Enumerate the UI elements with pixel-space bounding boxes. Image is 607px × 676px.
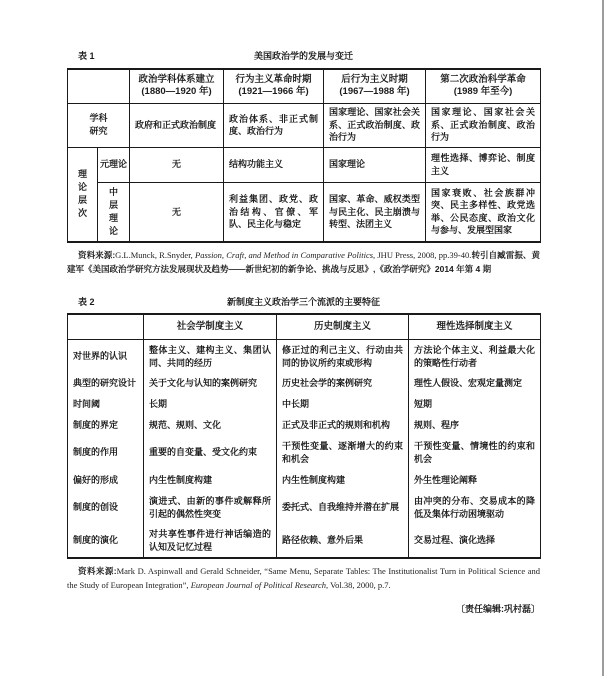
col-header-line1: 后行为主义时期: [341, 73, 408, 85]
cell: 利益集团、政党、政治结构、官僚、军队、民主化与稳定: [224, 182, 324, 242]
cell: 国家理论、国家社会关系、正式政治制度、政治行为: [426, 103, 541, 147]
row-label: 典型的研究设计: [73, 378, 137, 389]
table2-source-note: 资料来源:Mark D. Aspinwall and Gerald Schneider, “Same Menu, Separate Tables: The Institutionalist Turn in Political Science and the Study of European Integration”, European Journal of Political Research, Vol.38, 2000, p.7.: [67, 566, 540, 590]
row-label: 时间阈: [73, 399, 101, 410]
cell: 规范、规则、文化: [144, 415, 277, 436]
col-header-line2: (1880—1920 年): [141, 86, 212, 98]
table1-corner-cell: [68, 69, 130, 103]
cell: 委托式、自我维持并潜在扩展: [277, 491, 409, 524]
row-label: 元理论: [98, 147, 130, 182]
table-row: [68, 436, 541, 469]
cell: 无: [130, 147, 224, 182]
cell: 国家、革命、威权类型与民主化、民主崩溃与转型、法团主义: [324, 182, 426, 242]
row-label: 学科研究: [68, 103, 130, 147]
cell: 修正过的利己主义、行动由共同的协议所约束或形构: [277, 340, 409, 374]
table-row: [68, 373, 541, 394]
col-header-line2: (1967—1988 年): [339, 86, 410, 98]
cell: 对共享性事件进行神话编造的认知及记忆过程: [144, 524, 277, 558]
row-label: 制度的作用: [73, 447, 119, 458]
cell: 结构功能主义: [224, 147, 324, 182]
cell: 干预性变量、情境性的约束和机会: [409, 436, 541, 469]
row-label: 对世界的认识: [73, 351, 128, 362]
table1-row-mid-theory: [68, 182, 541, 242]
cell: 国家理论: [324, 147, 426, 182]
table1-row-discipline: [68, 103, 541, 147]
table1-source-note: 资料来源:G.L.Munck, R.Snyder, Passion, Craft, and Method in Comparative Politics, JHU Press, 2008, pp.39-40.转引自臧雷振、黄建军《美国政治学研究方法发展现状及趋势——新世纪初的新争论、挑战与反思》,《政治学研究》2014 年第 4 期: [67, 250, 540, 274]
table1-caption: 表 1: [78, 51, 95, 61]
table-row: [68, 524, 541, 558]
row-label: 制度的演化: [73, 535, 119, 546]
table1-col-header: [224, 69, 324, 103]
cell: 外生性理论阐释: [409, 469, 541, 491]
cell: 国家衰败、社会族群冲突、民主多样性、政党选举、公民态度、政治文化与参与、发展型国家: [426, 182, 541, 242]
cell: 关于文化与认知的案例研究: [144, 373, 277, 394]
table-row: [68, 415, 541, 436]
table2-title: 新制度主义政治学三个流派的主要特征: [226, 297, 380, 307]
table2-header-row: [68, 314, 541, 340]
table-row: [68, 340, 541, 374]
journal-title-italic: European Journal of Political Research: [190, 579, 327, 590]
table1: [67, 68, 541, 243]
table1-header-row: [68, 69, 541, 103]
table1-row-meta-theory: [68, 147, 541, 182]
col-header-line1: 政治学科体系建立: [138, 73, 215, 85]
table2-caption-row: [67, 296, 540, 309]
cell: 理性选择、博弈论、制度主义: [426, 147, 541, 182]
row-label: 制度的创设: [73, 502, 119, 513]
cell: 历史社会学的案例研究: [277, 373, 409, 394]
table2-col-header: 历史制度主义: [277, 314, 409, 340]
cell: 干预性变量、逐渐增大的约束和机会: [277, 436, 409, 469]
table-row: [68, 469, 541, 491]
table-row: [68, 491, 541, 524]
table1-col-header: [130, 69, 224, 103]
cell: 长期: [144, 394, 277, 415]
table2-corner-cell: [68, 314, 144, 340]
table2-col-header: 社会学制度主义: [144, 314, 277, 340]
editor-note: 〔责任编辑:巩村磊〕: [456, 604, 540, 614]
col-header-line1: 行为主义革命时期: [235, 73, 312, 85]
cell: 路径依赖、意外后果: [277, 524, 409, 558]
table2-caption: 表 2: [78, 297, 95, 307]
book-title-italic: Passion, Craft, and Method in Comparative Politics: [195, 250, 374, 260]
cell: 规则、程序: [409, 415, 541, 436]
table2-col-header: 理性选择制度主义: [409, 314, 541, 340]
cell: 由冲突的分布、交易成本的降低及集体行动困境驱动: [409, 491, 541, 524]
cell: 理性人假设、宏观定量测定: [409, 373, 541, 394]
cell: 重要的自变量、受文化约束: [144, 436, 277, 469]
cell: 演进式、由新的事件或解释所引起的偶然性突变: [144, 491, 277, 524]
table1-col-header: [426, 69, 541, 103]
cell: 中长期: [277, 394, 409, 415]
table1-title: 美国政治学的发展与变迁: [253, 51, 353, 61]
row-label: 中层理论: [98, 182, 130, 242]
cell: 交易过程、演化选择: [409, 524, 541, 558]
page-edge-line: [602, 0, 604, 676]
col-header-line2: (1921—1966 年): [238, 86, 309, 98]
cell: 国家理论、国家社会关系、正式政治制度、政治行为: [324, 103, 426, 147]
row-label: 偏好的形成: [73, 474, 119, 485]
table2: [67, 313, 541, 559]
col-header-line2: (1989 年至今): [453, 86, 513, 98]
cell: 政治体系、非正式制度、政治行为: [224, 103, 324, 147]
cell: 正式及非正式的规则和机构: [277, 415, 409, 436]
cell: 无: [130, 182, 224, 242]
cell: 内生性制度构建: [144, 469, 277, 491]
source-prefix: 资料来源:: [78, 566, 117, 576]
cell: 方法论个体主义、利益最大化的策略性行动者: [409, 340, 541, 374]
cell: 政府和正式政治制度: [130, 103, 224, 147]
cell: 内生性制度构建: [277, 469, 409, 491]
cell: 短期: [409, 394, 541, 415]
col-header-line1: 第二次政治科学革命: [440, 73, 526, 85]
cell: 整体主义、建构主义、集团认同、共同的经历: [144, 340, 277, 374]
table1-col-header: [324, 69, 426, 103]
row-group-label: 理论层次: [68, 147, 98, 242]
table1-caption-row: [67, 50, 540, 63]
article-page: [67, 50, 540, 615]
table-row: [68, 394, 541, 415]
source-prefix: 资料来源:: [78, 250, 116, 260]
row-label: 制度的界定: [73, 420, 119, 431]
